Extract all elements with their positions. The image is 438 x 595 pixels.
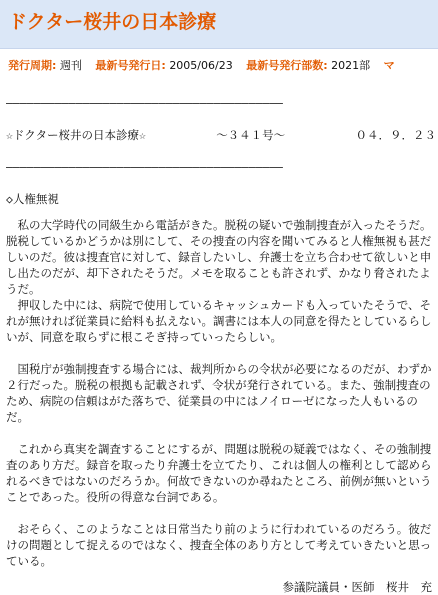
- divider-top: ――――――――――――――――――――――――――――――――――――――――: [6, 96, 283, 110]
- issue-title: ☆ドクター桜井の日本診療☆: [6, 128, 146, 142]
- latest-date-value: 2005/06/23: [169, 59, 233, 72]
- paragraph: 国税庁が強制捜査する場合には、裁判所からの令状が必要になるのだが、わずか２行だった。脱税の根拠も記載されず、令状が発行されている。また、強制捜査のため、病院の信頼はがた落ちで、従業員の中にはノイローゼになった人もいるのだ。: [6, 362, 432, 424]
- meta-overflow-label: マ: [383, 59, 395, 72]
- circulation-label: 最新号発行部数:: [246, 59, 328, 72]
- latest-date-label: 最新号発行日:: [95, 59, 166, 72]
- publication-meta: [8, 59, 438, 73]
- paragraph: おそらく、このようなことは日常当たり前のように行われているのだろう。彼だけの問題として捉えるのではなく、捜査全体のあり方として考えていきたいと思っている。: [6, 522, 432, 568]
- circulation-value: 2021部: [331, 59, 371, 72]
- section-heading: ◇人権無視: [6, 192, 59, 206]
- newsletter-body: [6, 95, 436, 595]
- paragraph: 私の大学時代の同級生から電話がきた。脱税の疑いで強制捜査が入ったそうだ。脱税しているかどうかは別にして、その捜査の内容を聞いてみると人権無視も甚だしいのだ。彼は捜査官に対して、録音したいし、弁護士を立ち合わせて欲しいと申し出たのだが、却下されたそうだ。メモを取ることも許されず、かなり脅されたようだ。: [6, 218, 432, 296]
- frequency-label: 発行周期:: [8, 59, 57, 72]
- signature: 参議院議員・医師 桜井 充: [282, 580, 432, 594]
- paragraph: 押収した中には、病院で使用しているキャッシュカードも入っていたそうで、それが無ければ従業員に給料も払えない。調書には本人の同意を得たとしているらしいが、同意を取らずに根こそぎ持っていったらしい。: [6, 298, 432, 344]
- newsletter-title: ドクター桜井の日本診療: [8, 11, 217, 33]
- paragraph: これから真実を調査することにするが、問題は脱税の疑義ではなく、その強制捜査のあり方だ。録音を取ったり弁護士を立てたり、これは個人の権利として認められるべきではないのだろうか。何故できないのか尋ねたところ、前例が無いということであった。役所の得意な台詞である。: [6, 442, 432, 504]
- newsletter-header: [0, 0, 438, 49]
- issue-date: ０４．９．２３: [355, 128, 436, 142]
- issue-number: ～３４１号～: [216, 128, 286, 142]
- divider-bottom: ――――――――――――――――――――――――――――――――――――――――: [6, 160, 283, 174]
- issue-line: [6, 127, 436, 143]
- frequency-value: 週刊: [59, 59, 82, 72]
